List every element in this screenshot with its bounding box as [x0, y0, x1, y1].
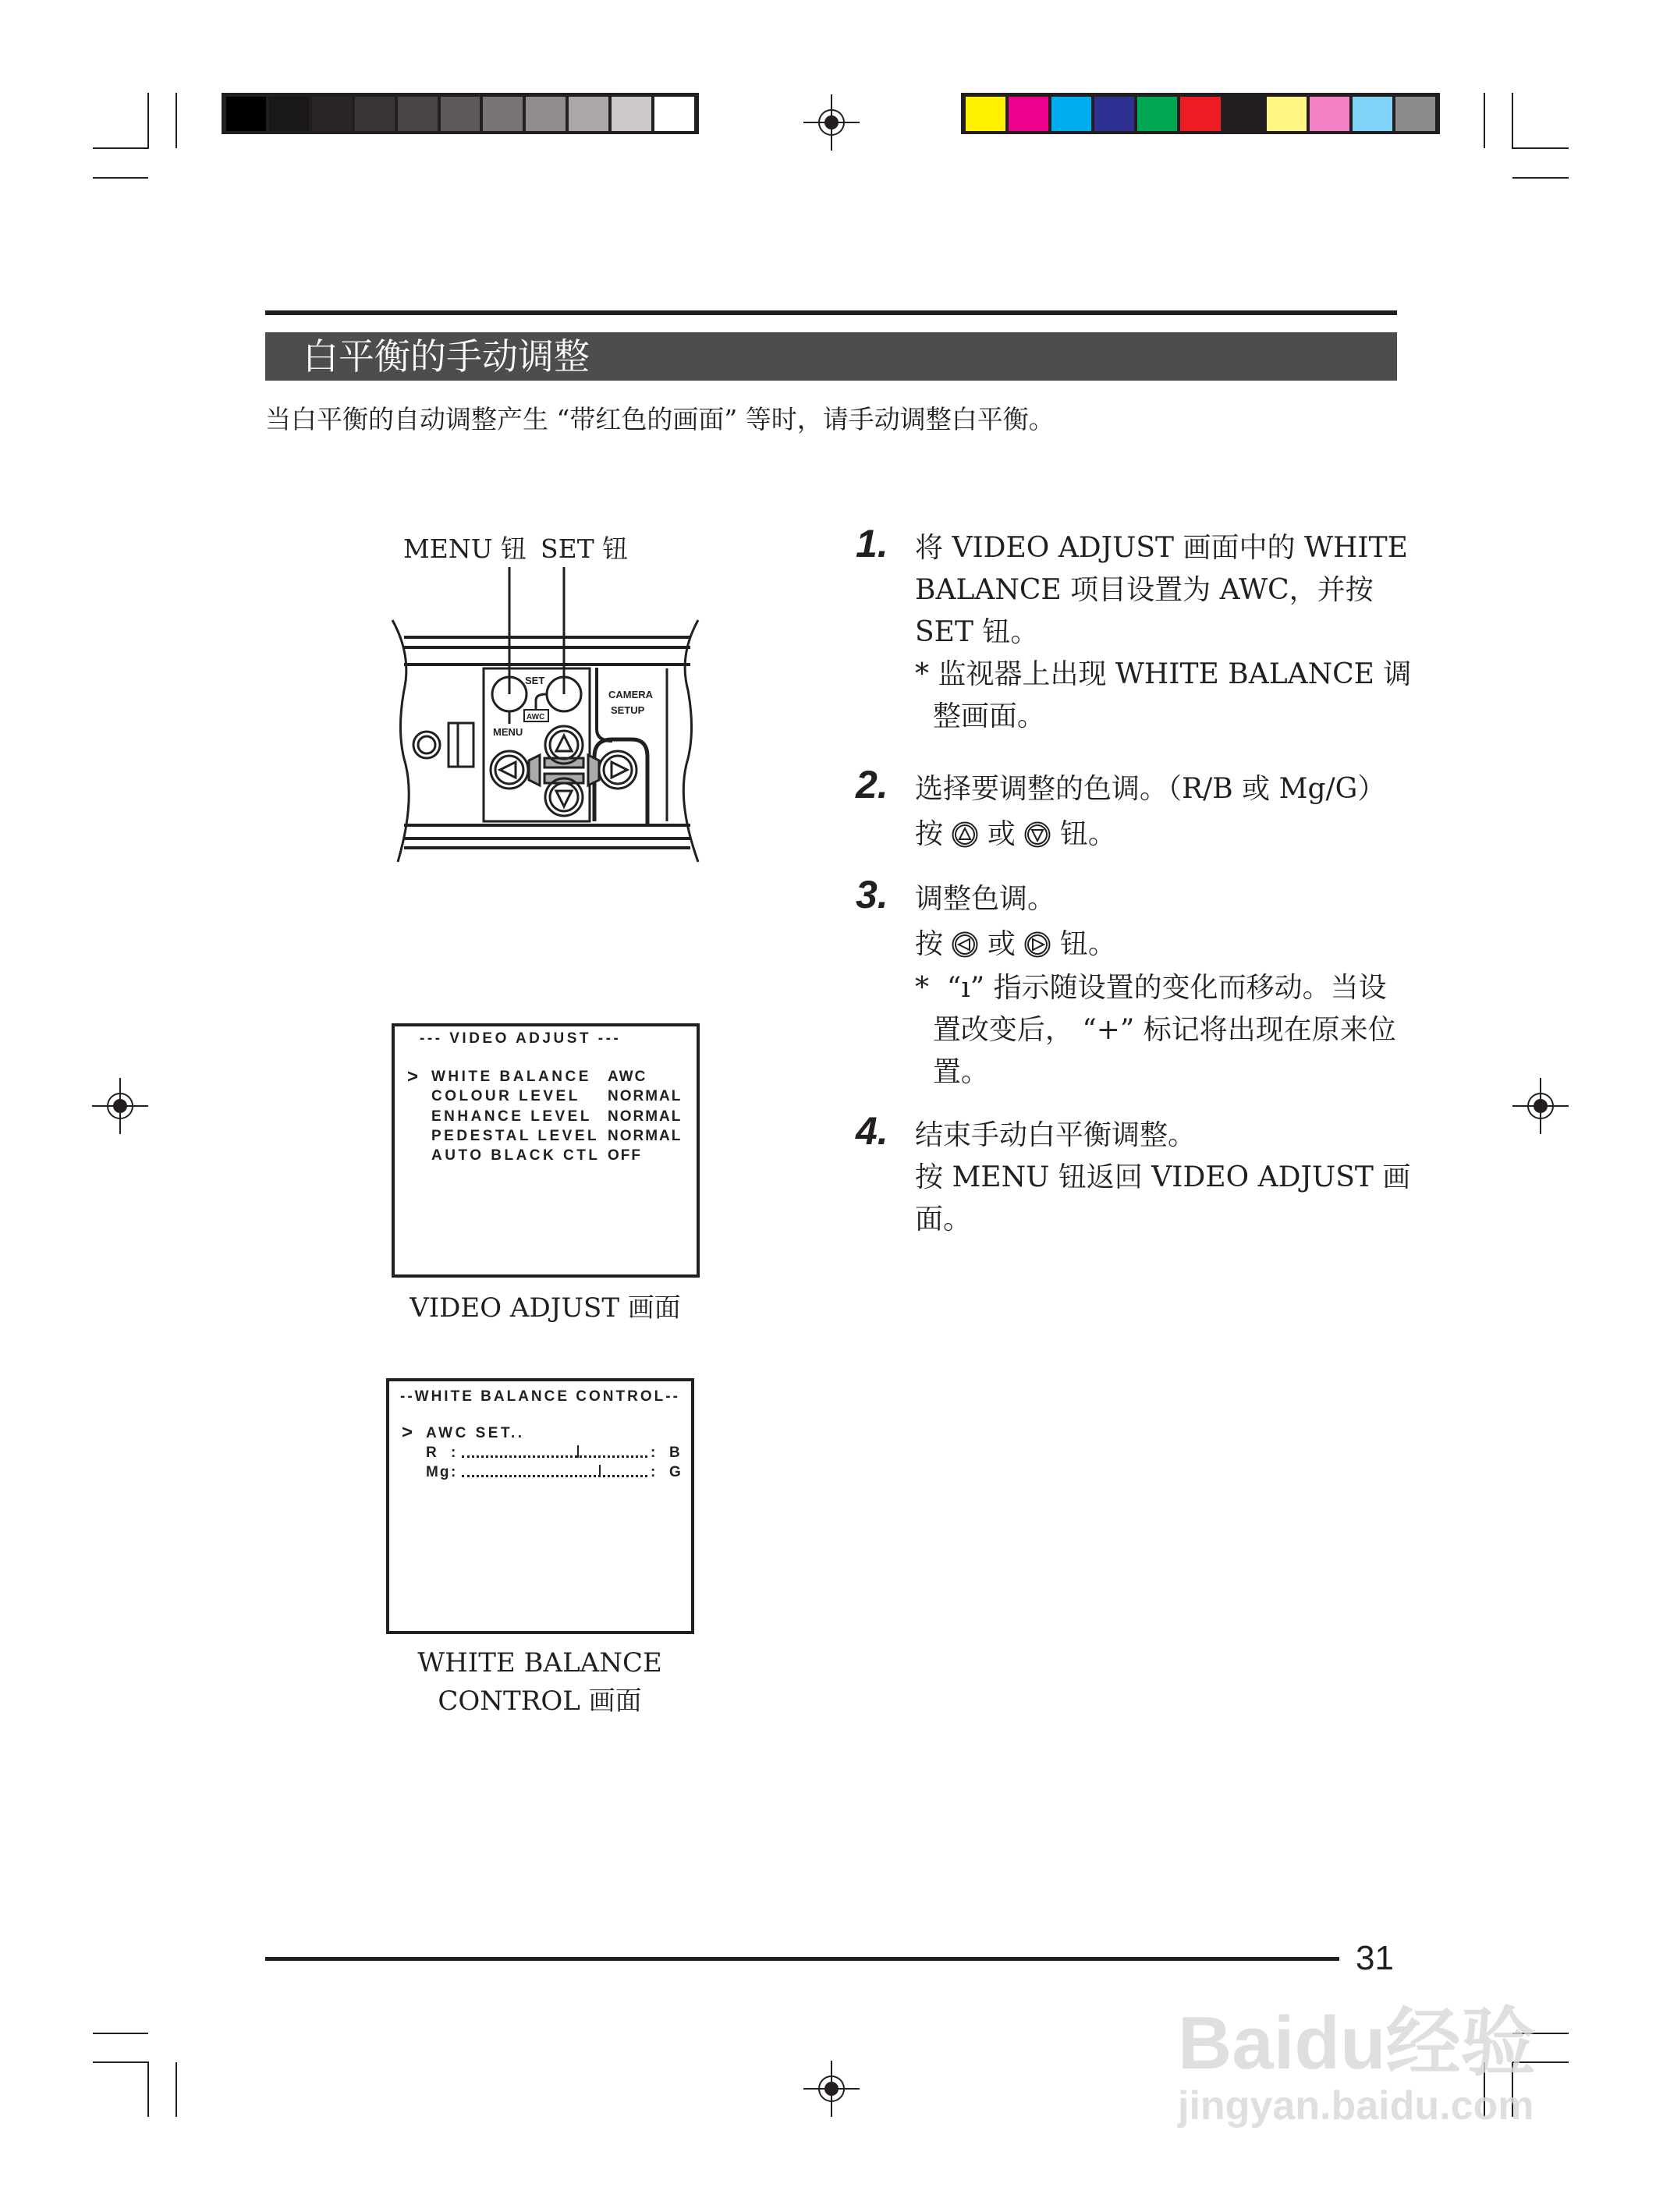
set-label: SET	[525, 675, 545, 686]
wb-header: --WHITE BALANCE CONTROL--	[400, 1388, 680, 1405]
step-press-instruction	[915, 923, 1116, 966]
menu-item-value: AWC	[608, 1069, 647, 1085]
awc-set-row: AWC SET..	[426, 1425, 525, 1441]
slider-right-label: G	[669, 1464, 684, 1480]
set-button-callout: SET 钮	[541, 534, 629, 564]
video-adjust-header: --- VIDEO ADJUST ---	[420, 1030, 622, 1047]
press-text: 按	[915, 818, 944, 850]
slider-marker	[577, 1445, 579, 1458]
step-number: 2.	[856, 763, 888, 806]
slider-colon: :	[651, 1445, 658, 1461]
or-text: 或	[987, 818, 1016, 850]
slider-left-label: R	[426, 1445, 438, 1461]
step-number: 3.	[856, 873, 888, 916]
step-number: 4.	[856, 1109, 888, 1153]
registration-target-icon	[803, 94, 860, 151]
button-text: 钮。	[1059, 818, 1116, 850]
step-text: BALANCE 项目设置为 AWC，并按	[915, 574, 1374, 606]
section-title: 白平衡的手动调整	[303, 335, 590, 378]
up-button-icon	[952, 821, 978, 848]
slider-right-label: B	[669, 1445, 683, 1461]
top-rule	[265, 310, 1397, 315]
menu-cursor: >	[407, 1066, 421, 1087]
registration-target-icon	[803, 2061, 860, 2117]
step-text: 按 MENU 钮返回 VIDEO ADJUST 画	[915, 1161, 1411, 1193]
left-button-icon	[952, 931, 978, 958]
video-adjust-caption: VIDEO ADJUST 画面	[410, 1292, 681, 1324]
menu-item-label: WHITE BALANCE	[431, 1069, 591, 1085]
slider-colon: :	[451, 1464, 459, 1480]
color-slider-track[interactable]	[462, 1455, 647, 1458]
step-press-instruction	[915, 814, 1116, 856]
menu-item-label: AUTO BLACK CTL	[431, 1147, 601, 1164]
menu-item-label: PEDESTAL LEVEL	[431, 1127, 600, 1144]
registration-target-icon	[92, 1078, 148, 1134]
step-text: 面。	[915, 1203, 972, 1235]
slider-colon: :	[451, 1445, 459, 1461]
watermark-logo-text: Baidu经验	[1178, 2001, 1536, 2085]
or-text: 或	[987, 928, 1016, 960]
menu-label: MENU	[493, 726, 523, 738]
wb-caption-line1: WHITE BALANCE	[417, 1647, 662, 1678]
step-note: * 监视器上出现 WHITE BALANCE 调	[915, 658, 1412, 690]
step-text: SET 钮。	[915, 616, 1039, 648]
down-button-icon	[1024, 821, 1051, 848]
step-number: 1.	[856, 522, 888, 565]
right-button-icon	[1024, 931, 1051, 958]
menu-item-label: COLOUR LEVEL	[431, 1088, 580, 1105]
menu-item-label: ENHANCE LEVEL	[431, 1108, 592, 1125]
bottom-rule	[265, 1957, 1339, 1961]
awc-label: AWC	[527, 713, 545, 721]
slider-marker	[599, 1465, 601, 1477]
step-text: 将 VIDEO ADJUST 画面中的 WHITE	[915, 532, 1408, 564]
press-text: 按	[915, 928, 944, 960]
wb-caption-line2: CONTROL 画面	[438, 1686, 642, 1717]
menu-item-value: OFF	[608, 1147, 642, 1164]
step-note: 整画面。	[915, 700, 1045, 732]
camera-setup-label-2: SETUP	[611, 704, 645, 716]
color-slider-track[interactable]	[462, 1475, 647, 1477]
menu-item-value: NORMAL	[608, 1127, 683, 1144]
registration-target-icon	[1512, 1078, 1569, 1134]
white-balance-control-screen	[386, 1378, 694, 1634]
intro-text: 当白平衡的自动调整产生 “带红色的画面” 等时，请手动调整白平衡。	[265, 404, 1055, 434]
camera-control-panel-illustration	[382, 523, 710, 866]
menu-item-value: NORMAL	[608, 1088, 683, 1105]
slider-colon: :	[651, 1464, 658, 1480]
page-number: 31	[1356, 1939, 1394, 1977]
slider-left-label: Mg	[426, 1464, 451, 1480]
step-note: 置改变后， “+” 标记将出现在原来位	[915, 1014, 1396, 1046]
step-text: 调整色调。	[915, 883, 1056, 915]
step-note: * “ı” 指示随设置的变化而移动。当设	[915, 972, 1387, 1004]
step-text: 选择要调整的色调。（R/B 或 Mg/G）	[915, 773, 1386, 805]
step-note: 置。	[915, 1056, 989, 1088]
wb-cursor: >	[402, 1422, 416, 1443]
watermark-url: jingyan.baidu.com	[1178, 2083, 1534, 2129]
menu-button-callout: MENU 钮	[403, 534, 527, 564]
step-text: 结束手动白平衡调整。	[915, 1119, 1197, 1151]
baidu-watermark	[1178, 2001, 1536, 2129]
section-title-bar	[265, 332, 1397, 381]
menu-item-value: NORMAL	[608, 1108, 683, 1125]
button-text: 钮。	[1059, 928, 1116, 960]
camera-setup-label-1: CAMERA	[608, 689, 654, 700]
